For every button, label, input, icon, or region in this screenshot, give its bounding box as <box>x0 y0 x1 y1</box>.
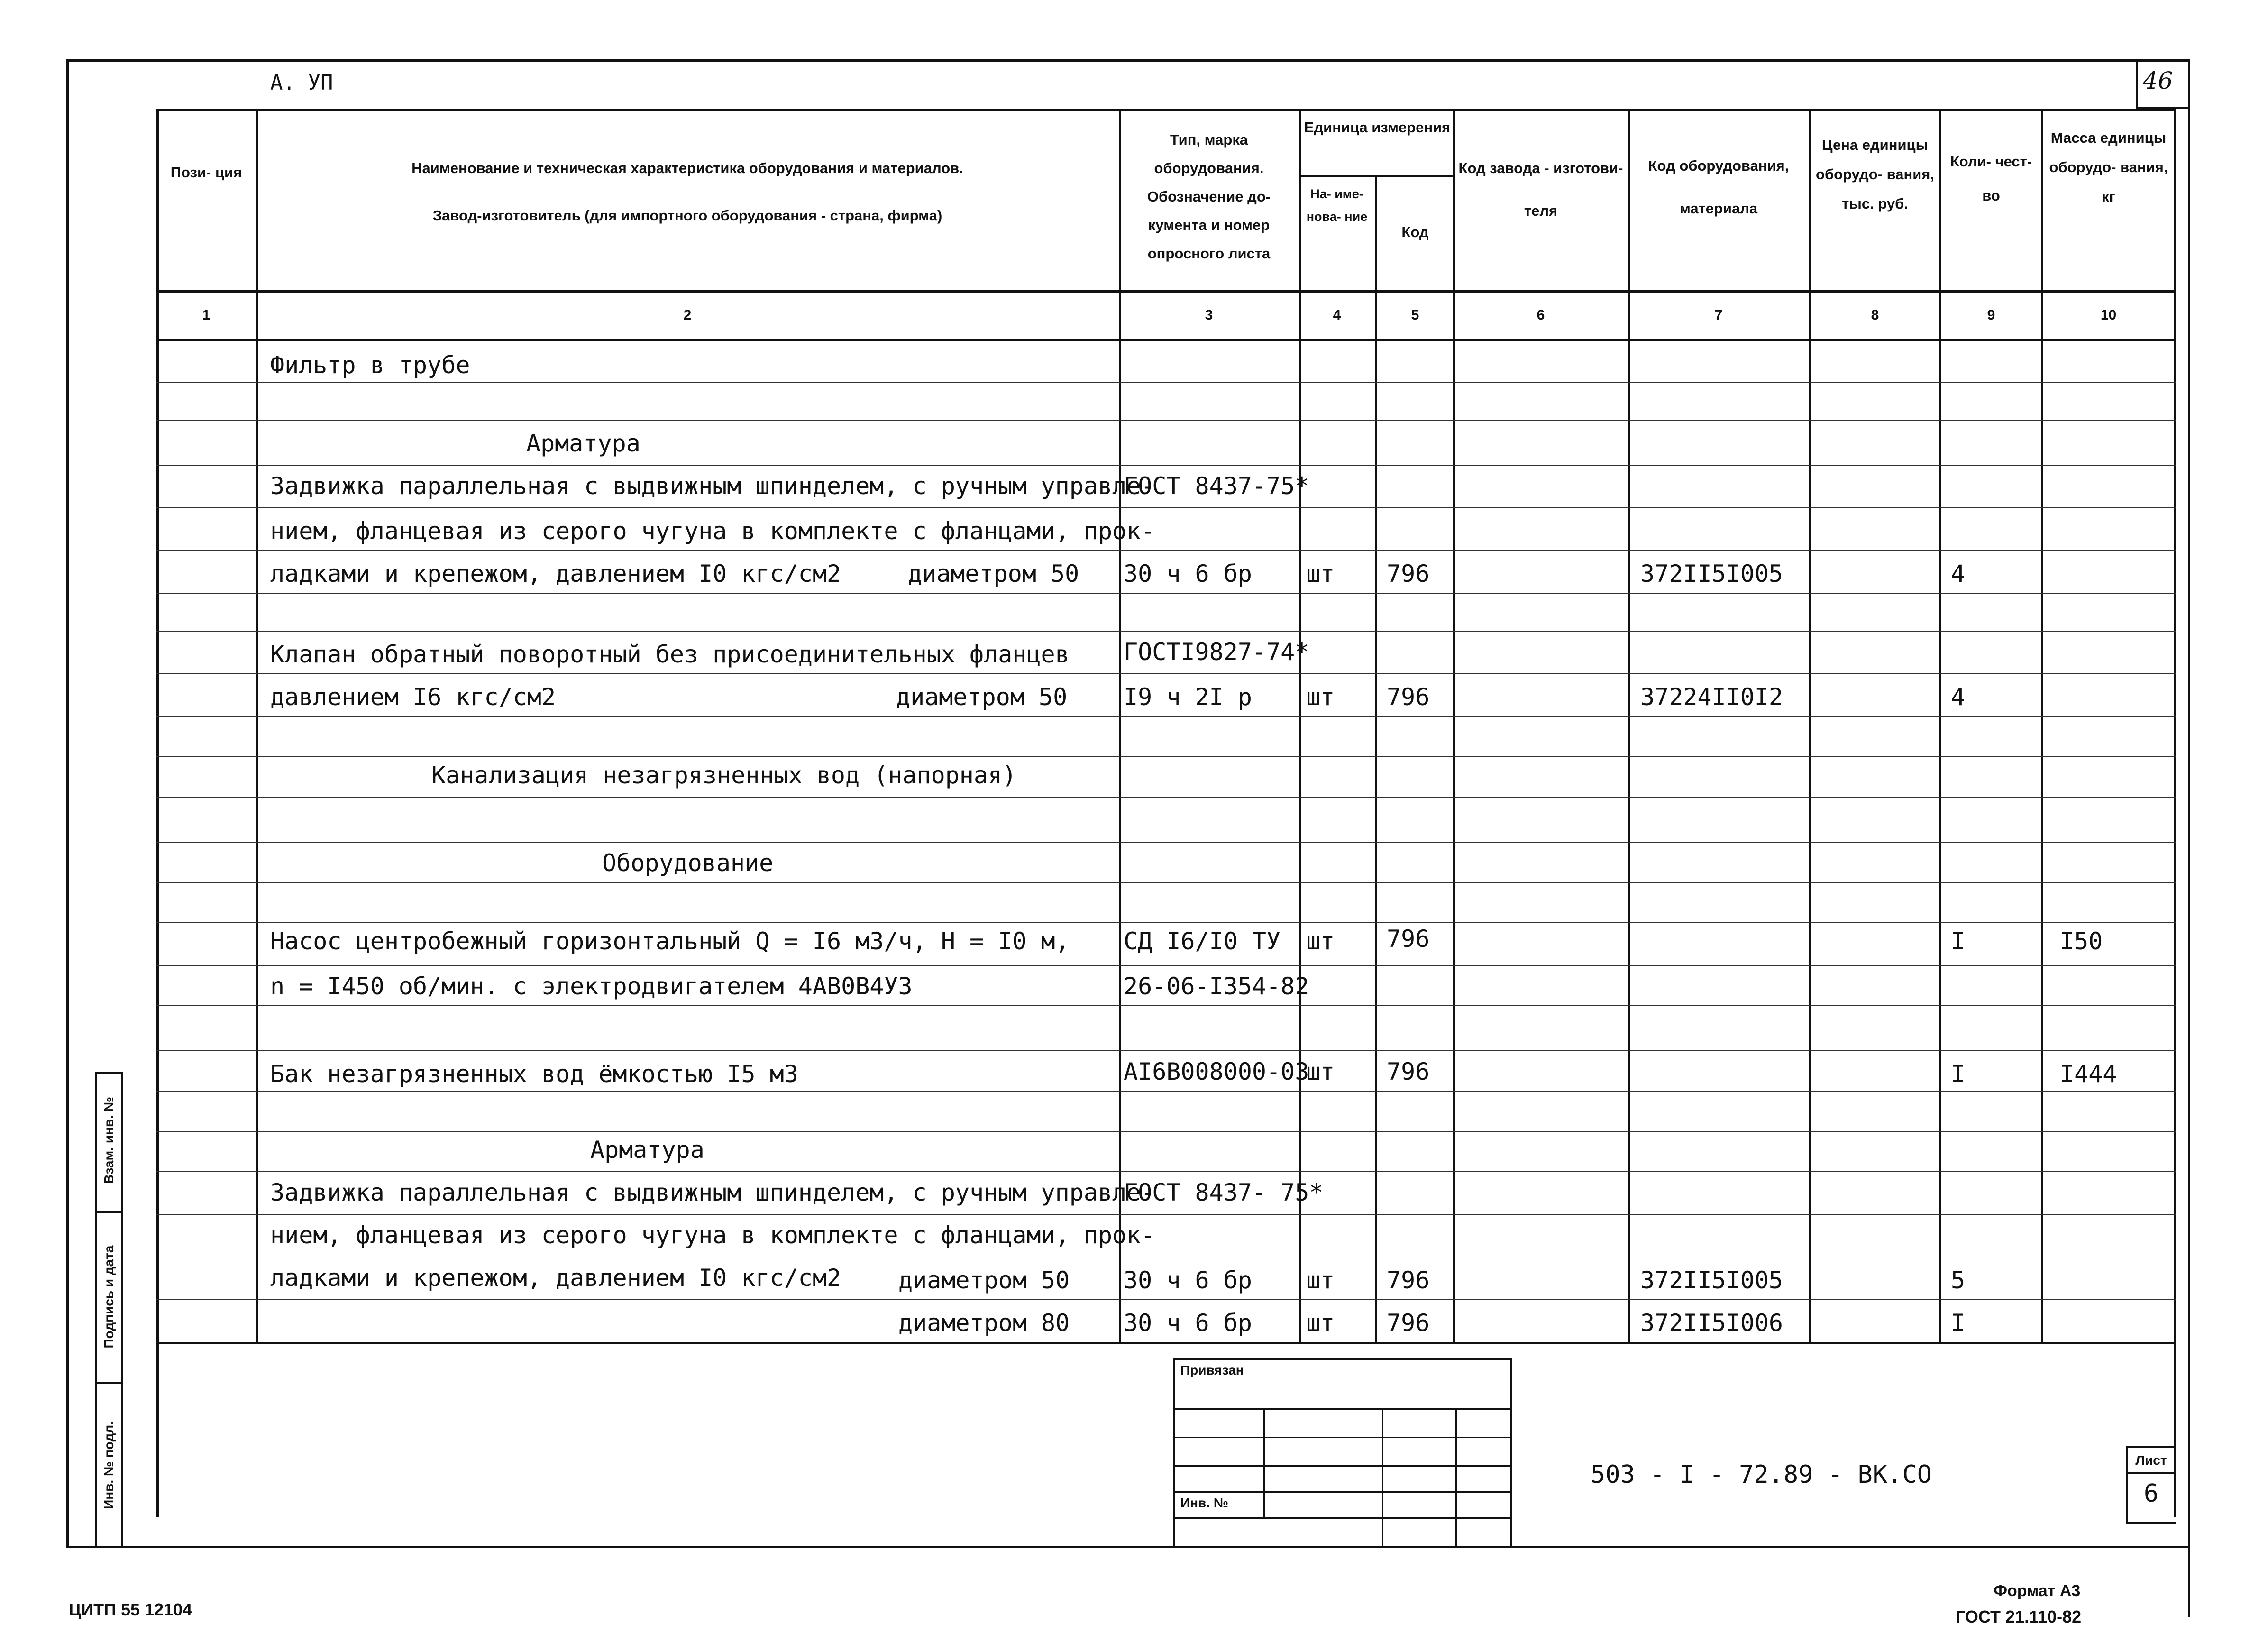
table-row-type: AI6B008000-03 <box>1124 1058 1309 1085</box>
table-row-material-code: 372II5I005 <box>1640 1267 1783 1294</box>
col-num: 8 <box>1871 307 1879 323</box>
col-num: 5 <box>1411 307 1419 323</box>
table-row-material-code: 37224II0I2 <box>1640 683 1783 711</box>
footer-format: Формат А3 <box>1994 1582 2081 1600</box>
col-header-factory-code: Код завода - изготови- теля <box>1458 160 1623 219</box>
col-num: 6 <box>1536 307 1545 323</box>
section-heading: Оборудование <box>602 849 774 877</box>
table-row-name: давлением I6 кгс/см2 <box>270 683 556 711</box>
table-row-name: нием, фланцевая из серого чугуна в комплекте с фланцами, прок- <box>270 1221 1155 1249</box>
table-row-unit-code: 796 <box>1387 1309 1430 1337</box>
col-header-price: Цена единицы оборудо- вания, тыс. руб. <box>1816 137 1934 212</box>
col-header-unit-code: Код <box>1401 224 1429 240</box>
table-row-type: 30 ч 6 бр <box>1124 560 1252 587</box>
table-row-unit: шт <box>1306 560 1335 587</box>
col-num: 1 <box>202 307 210 323</box>
table-row-unit: шт <box>1306 927 1335 955</box>
table-row-diameter: диаметром 80 <box>898 1309 1070 1337</box>
table-row-unit-code: 796 <box>1387 683 1430 711</box>
table-row-mass: I50 <box>2060 927 2103 955</box>
table-row-name: ладками и крепежом, давлением I0 кгс/см2 <box>270 1264 841 1292</box>
table-row-unit-code: 796 <box>1387 925 1430 953</box>
col-header-position: Пози- ция <box>170 164 242 181</box>
section-heading: Арматура <box>590 1136 704 1164</box>
col-header-mass: Масса единицы оборудо- вания, кг <box>2049 129 2168 205</box>
col-num: 2 <box>683 307 692 323</box>
col-num: 10 <box>2100 307 2117 323</box>
table-row-quantity: 4 <box>1951 683 1966 711</box>
table-row-unit: шт <box>1306 683 1335 711</box>
section-heading: Канализация незагрязненных вод (напорная) <box>431 762 1017 789</box>
table-row-type: 26-06-I354-82 <box>1124 973 1309 1000</box>
table-row-material-code: 372II5I005 <box>1640 560 1783 587</box>
footer-print-code: ЦИТП 55 12104 <box>69 1600 192 1619</box>
table-row-quantity: I <box>1951 1060 1966 1088</box>
col-num: 3 <box>1205 307 1213 323</box>
stamp-document-code: 503 - I - 72.89 - ВК.СО <box>1591 1460 1932 1489</box>
sidebar-label-inv-original: Инв. № подл. <box>101 1421 116 1509</box>
table-row-type: 30 ч 6 бр <box>1124 1267 1252 1294</box>
sidebar-label-signature-date: Подпись и дата <box>101 1245 116 1349</box>
footer-gost: ГОСТ 21.110-82 <box>1956 1607 2082 1626</box>
table-row-type: I9 ч 2I р <box>1124 683 1252 711</box>
table-row-name: n = I450 об/мин. с электродвигателем 4АВ0В4У3 <box>270 973 913 1000</box>
table-row-name: Задвижка параллельная с выдвижным шпинделем, с ручным управле- <box>270 472 1155 500</box>
table-row-unit: шт <box>1306 1058 1335 1085</box>
col-header-unit-name: На- име- нова- ние <box>1306 187 1368 224</box>
col-num: 7 <box>1714 307 1723 323</box>
table-row-quantity: 4 <box>1951 560 1966 587</box>
stamp-inv-label: Инв. № <box>1180 1496 1229 1510</box>
table-row-name: ладками и крепежом, давлением I0 кгс/см2 <box>270 560 841 587</box>
table-row-type: ГОСТI9827-74* <box>1124 638 1309 666</box>
col-header-type: Тип, марка оборудования. Обозначение до- кумента и номер опросного листа <box>1147 131 1271 262</box>
table-row-material-code: 372II5I006 <box>1640 1309 1783 1337</box>
col-header-quantity: Коли- чест- во <box>1950 153 2032 204</box>
table-row-diameter: диаметром 50 <box>908 560 1079 587</box>
stamp-sheet-label: Лист <box>2135 1453 2167 1468</box>
doc-abbrev: А. УП <box>270 71 333 95</box>
col-num: 9 <box>1987 307 1995 323</box>
col-header-equipment-code: Код оборудования, материала <box>1648 157 1789 217</box>
col-header-unit-group: Единица измерения <box>1304 119 1451 136</box>
table-row-name: Насос центробежный горизонтальный Q = I6 м3/ч, Н = I0 м, <box>270 927 1070 955</box>
table-row-quantity: I <box>1951 1309 1966 1337</box>
table-row-name: Фильтр в трубе <box>270 351 470 379</box>
col-num: 4 <box>1333 307 1341 323</box>
section-heading: Арматура <box>526 430 640 457</box>
table-row-name: Бак незагрязненных вод ёмкостью I5 м3 <box>270 1060 798 1088</box>
table-row-mass: I444 <box>2060 1060 2117 1088</box>
col-header-name-line2: Завод-изготовитель (для импортного оборудования - страна, фирма) <box>432 207 942 224</box>
table-row-type: ГОСТ 8437-75* <box>1124 472 1309 500</box>
stamp-sheet-number: 6 <box>2143 1479 2159 1508</box>
table-row-diameter: диаметром 50 <box>898 1267 1070 1294</box>
table-row-unit-code: 796 <box>1387 1058 1430 1085</box>
table-row-unit: шт <box>1306 1267 1335 1294</box>
table-row-type: 30 ч 6 бр <box>1124 1309 1252 1337</box>
table-row-diameter: диаметром 50 <box>896 683 1068 711</box>
table-row-quantity: I <box>1951 927 1966 955</box>
table-row-unit-code: 796 <box>1387 1267 1430 1294</box>
table-row-name: Клапан обратный поворотный без присоединительных фланцев <box>270 641 1070 668</box>
table-row-name: Задвижка параллельная с выдвижным шпинделем, с ручным управле- <box>270 1179 1155 1206</box>
stamp-attached-label: Привязан <box>1180 1363 1244 1377</box>
table-row-type: СД I6/I0 ТУ <box>1124 927 1281 955</box>
table-row-type: ГОСТ 8437- 75* <box>1124 1179 1324 1206</box>
table-row-unit-code: 796 <box>1387 560 1430 587</box>
col-header-name-line1: Наименование и техническая характеристика оборудования и материалов. <box>412 160 963 176</box>
page-number-handwritten: 46 <box>2143 67 2173 94</box>
table-row-unit: шт <box>1306 1309 1335 1337</box>
table-row-quantity: 5 <box>1951 1267 1966 1294</box>
sidebar-label-replaced-inv: Взам. инв. № <box>101 1097 116 1184</box>
table-row-name: нием, фланцевая из серого чугуна в комплекте с фланцами, прок- <box>270 517 1155 545</box>
